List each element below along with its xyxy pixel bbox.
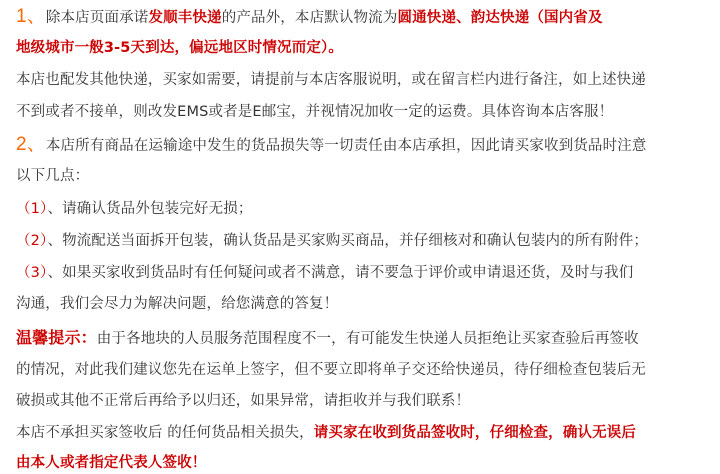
list-item xyxy=(16,230,648,252)
section1-text-c: 的产品外，本店默认物流为 xyxy=(221,10,398,26)
list-item-text: 、请确认货品外包装完好无损； xyxy=(47,201,253,217)
section2-line2: 以下几点： xyxy=(16,168,90,184)
tip-line2: 的情况，对此我们建议您先在运单上签字，但不要立即将单子交还给快递员，待仔细检查包装后无 xyxy=(16,362,646,378)
list-item-mark: （3） xyxy=(16,265,48,281)
footer-line1 xyxy=(16,422,636,444)
section1-number: 1、 xyxy=(16,6,46,27)
list-item xyxy=(16,262,633,284)
tip-line1 xyxy=(16,327,639,349)
section2-text: 本店所有商品在运输途中发生的货品损失等一切责任由本店承担，因此请买家收到货品时注意 xyxy=(45,138,647,154)
section2-line1 xyxy=(16,134,647,156)
list-item-mark: （1） xyxy=(16,201,48,217)
list-item-mark: （2） xyxy=(16,233,48,249)
section1-default-couriers: 圆通快递、韵达快递（国内省及 xyxy=(397,10,603,26)
section1-line3: 本店也配发其他快递，买家如需要，请提前与本店客服说明，或在留言栏内进行备注，如上述快递 xyxy=(16,72,646,88)
section1-line2: 地级城市一般3-5天到达，偏远地区时情况而定）。 xyxy=(16,40,344,56)
section1-line4: 不到或者不接单，则改发EMS或者是E邮宝，并视情况加收一定的运费。具体咨询本店客服！ xyxy=(16,104,614,120)
list-item-text: 、物流配送当面拆开包装，确认货品是买家购买商品，并仔细核对和确认包装内的所有附件； xyxy=(47,233,649,249)
tip-heading: 温馨提示： xyxy=(16,328,97,347)
section2-number: 2、 xyxy=(16,134,46,155)
footer-plain: 本店不承担买家签收后 的任何货品相关损失， xyxy=(16,425,314,441)
list-item-text: 、如果买家收到货品时有任何疑问或者不满意，请不要急于评价或申请退还货，及时与我们 xyxy=(47,265,634,281)
list-item xyxy=(16,198,253,220)
list-item-continuation: 沟通，我们会尽力为解决问题，给您满意的答复！ xyxy=(16,296,339,312)
section1-shunfeng: 发顺丰快递 xyxy=(148,10,222,26)
section1-text-a: 除本店页面承诺 xyxy=(45,10,149,26)
footer-warning: 请买家在收到货品签收时，仔细检查，确认无误后 xyxy=(313,425,637,441)
section1-line1 xyxy=(16,6,603,28)
footer-line2: 由本人或者指定代表人签收！ xyxy=(16,455,207,471)
tip-text: 由于各地块的人员服务范围程度不一，有可能发生快递人员拒绝让买家查验后再签收 xyxy=(96,331,639,347)
tip-line3: 破损或其他不正常后再给予以归还，如果异常，请拒收并与我们联系！ xyxy=(16,393,471,409)
